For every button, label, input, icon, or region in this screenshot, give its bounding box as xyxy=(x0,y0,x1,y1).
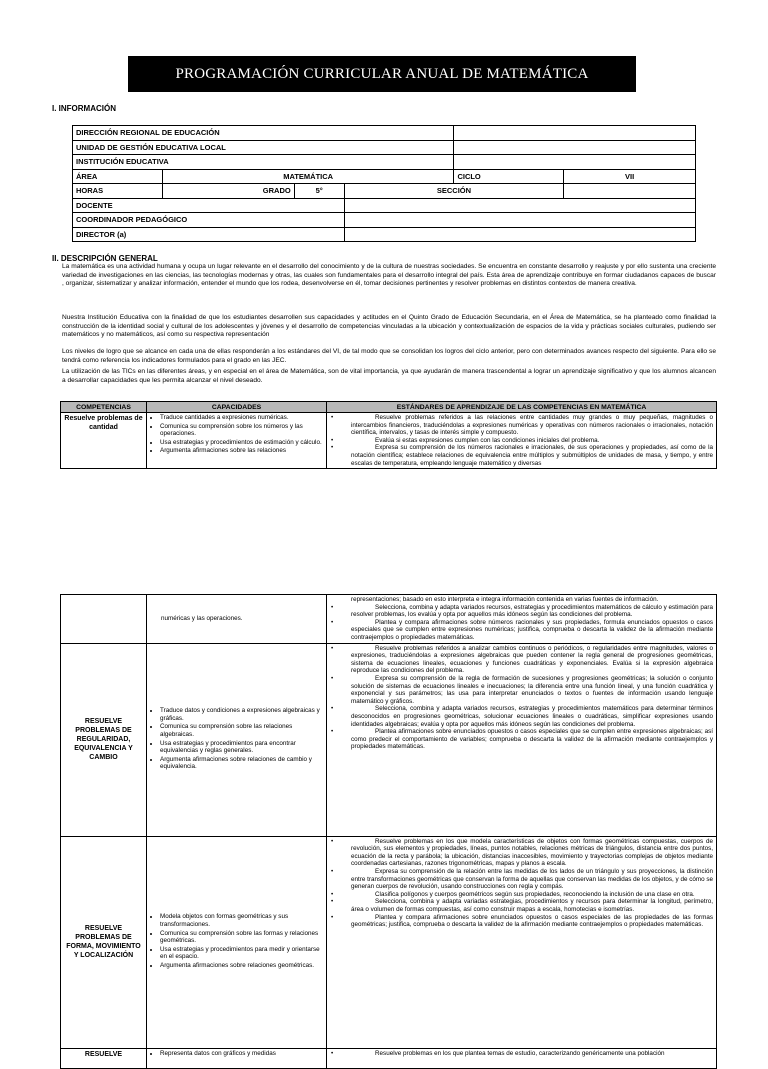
standard-item: • Plantea y compara afirmaciones sobre números racionales y sus propiedades, formula enunciados opuestos o casos especiales que se cumplen entre expresiones numéricas; justifica, comprueba o descarta la validez de la afirmación mediante contraejemplos o propiedades matemáticas. xyxy=(351,619,713,642)
info-label-ciclo: CICLO xyxy=(454,169,564,184)
section-heading-descripcion: II. DESCRIPCIÓN GENERAL xyxy=(52,254,158,263)
info-row-dre xyxy=(73,126,696,141)
competency-name: RESUELVE PROBLEMAS DE FORMA, MOVIMIENTO Y LOCALIZACIÓN xyxy=(61,836,147,1048)
info-value-ugel xyxy=(454,140,696,155)
info-value-coordinador xyxy=(344,213,695,228)
capacity-item: • Comunica su comprensión sobre las formas y relaciones geométricas. xyxy=(160,930,323,945)
standards-cell xyxy=(327,413,717,469)
capacities-cell xyxy=(147,413,327,469)
standard-item: • Plantea afirmaciones sobre enunciados opuestos o casos especiales que se cumplen entre expresiones algebraicas; así como predecir el comportamiento de variables; comprueba o descarta la validez de la afirmación mediante contraejemplos y propiedades matemáticas. xyxy=(351,728,713,751)
standard-continuation: representaciones; basado en esto interpreta e integra información contenida en varias fuentes de información. xyxy=(351,596,659,603)
info-value-ciclo: VII xyxy=(564,169,696,184)
table-row xyxy=(61,643,717,836)
capacity-item: • Modela objetos con formas geométricas y sus transformaciones. xyxy=(160,913,323,928)
table-row xyxy=(61,595,717,644)
capacity-item: • Comunica su comprensión sobre los números y las operaciones. xyxy=(160,423,323,438)
capacity-item: • Usa estrategias y procedimientos para encontrar equivalencias y reglas generales. xyxy=(160,740,323,755)
standard-item: • Selecciona, combina y adapta variados recursos, estrategias y procedimientos matemáticos de cálculo y estimación para resolver problemas, los evalúa y opta por aquellos más idóneos según las condiciones del problema. xyxy=(351,604,713,619)
capacity-item: • Comunica su comprensión sobre las relaciones algebraicas. xyxy=(160,723,323,738)
table-row xyxy=(61,836,717,1048)
info-value-director xyxy=(344,227,695,242)
standards-cell xyxy=(327,1048,717,1068)
info-row-coordinador xyxy=(73,213,696,228)
standard-item: • Resuelve problemas referidos a analizar cambios continuos o periódicos, o regularidades entre magnitudes, valores o expresiones, traduciéndolas a expresiones algebraicas que pueden contener la regla general de progresiones geométricas, sistema de ecuaciones lineales, ecuaciones y funciones cuadráticas y exponenciales. Evalúa si la expresión algebraica reproduce las condiciones del problema. xyxy=(351,645,713,675)
info-label-director: DIRECTOR (a) xyxy=(73,227,345,242)
info-row-ie xyxy=(73,155,696,170)
info-value-seccion xyxy=(564,184,696,199)
capacity-item: • Usa estrategias y procedimientos de estimación y cálculo. xyxy=(160,439,323,447)
standard-item: • Expresa su comprensión de la relación entre las medidas de los lados de un triángulo y sus proyecciones, la distinción entre transformaciones geométricas que conservan la forma de aquellas que conservan las medidas de los objetos, y de cómo se generan cuerpos de revolución, usando construcciones con regla y compás. xyxy=(351,868,713,891)
info-row-area xyxy=(73,169,696,184)
standard-item: • Evalúa si estas expresiones cumplen con las condiciones iniciales del problema. xyxy=(351,437,713,445)
capacity-continuation: numéricas y las operaciones. xyxy=(147,595,327,644)
standards-cell xyxy=(327,643,717,836)
header-estandares: ESTÁNDARES DE APRENDIZAJE DE LAS COMPETENCIAS EN MATEMÁTICA xyxy=(327,402,717,413)
table-row xyxy=(61,1048,717,1068)
standard-item: • Selecciona, combina y adapta variadas estrategias, procedimientos y recursos para determinar la longitud, perímetro, área o volumen de formas compuestas, así como construir mapas a escala, homotecias e isometrías. xyxy=(351,898,713,913)
capacity-item: • Argumenta afirmaciones sobre relaciones de cambio y equivalencia. xyxy=(160,756,323,771)
description-paragraph-4: La utilización de las TICs en las diferentes áreas, y en especial en el área de Matemática, son de vital importancia, ya que ayudarán de manera trascendental a lograr un aprendizaje significativo y que los alumnos alcancen a desarrollar capacidades que les permita alcanzar el nivel deseado. xyxy=(62,368,716,384)
info-label-dre: DIRECCIÓN REGIONAL DE EDUCACIÓN xyxy=(73,126,454,141)
competency-name: RESUELVE xyxy=(61,1048,147,1068)
standards-cell xyxy=(327,595,717,644)
info-label-seccion: SECCIÓN xyxy=(344,184,564,199)
info-label-coordinador: COORDINADOR PEDAGÓGICO xyxy=(73,213,345,228)
info-value-dre xyxy=(454,126,696,141)
standard-item: • Resuelve problemas referidos a las relaciones entre cantidades muy grandes o muy pequeñas, magnitudes o intercambios financieros, traduciéndolas a expresiones numéricas y operativas con números racionales o irracionales, notación científica, intervalos, y tasas de interés simple y compuesto. xyxy=(351,414,713,437)
competency-name-empty xyxy=(61,595,147,644)
info-value-grado: 5° xyxy=(294,184,344,199)
capacity-item: • Traduce datos y condiciones a expresiones algebraicas y gráficas. xyxy=(160,707,323,722)
section-heading-informacion: I. INFORMACIÓN xyxy=(52,104,116,113)
header-competencias: COMPETENCIAS xyxy=(61,402,147,413)
info-row-ugel xyxy=(73,140,696,155)
capacity-item: • Traduce cantidades a expresiones numéricas. xyxy=(160,414,323,422)
info-value-docente xyxy=(344,198,695,213)
standard-item: • Expresa su comprensión de la regla de formación de sucesiones y progresiones geométricas; la solución o conjunto solución de sistemas de ecuaciones lineales e inecuaciones; la diferencia entre una función lineal, y una función cuadrática y exponencial y sus parámetros; las usa para interpretar enunciados o textos o fuentes de información usando lenguaje matemático y gráficos. xyxy=(351,675,713,705)
info-label-docente: DOCENTE xyxy=(73,198,345,213)
info-row-director xyxy=(73,227,696,242)
standard-item: • Resuelve problemas en los que plantea temas de estudio, caracterizando genéricamente una población xyxy=(351,1050,713,1058)
capacities-cell xyxy=(147,836,327,1048)
header-capacidades: CAPACIDADES xyxy=(147,402,327,413)
info-table xyxy=(72,125,696,242)
description-paragraph-3: Los niveles de logro que se alcance en cada una de ellas responderán a los estándares del VI, de tal modo que se consolidan los logros del ciclo anterior, pero con determinados avances respecto del siguiente. Para ello se tendrá como referencia los indicadores formulados para el grado en las JEC. xyxy=(62,348,716,364)
info-label-ie: INSTITUCIÓN EDUCATIVA xyxy=(73,155,454,170)
competency-table-page1 xyxy=(60,401,717,469)
description-paragraph-2: Nuestra Institución Educativa con la finalidad de que los estudiantes desarrollen sus capacidades y actitudes en el Quinto Grado de Educación Secundaria, en el Área de Matemática, se ha planteado como finalidad la construcción de la identidad social y cultural de los adolescentes y jóvenes y el desarrollo de competencias vinculadas a la ubicación y contextualización de espacios de la vida y prácticas sociales culturales, pudiendo ser matemáticos y no matemáticos, así como su respectiva representación xyxy=(62,314,716,339)
standard-item: • Selecciona, combina y adapta variados recursos, estrategias y procedimientos matemáticos para determinar términos desconocidos en progresiones geométricas, solucionar ecuaciones lineales o cuadráticas, simplificar expresiones usando identidades algebraicas; evalúa y opta por aquellos más idóneos según las condiciones del problema. xyxy=(351,705,713,728)
info-label-ugel: UNIDAD DE GESTIÓN EDUCATIVA LOCAL xyxy=(73,140,454,155)
info-row-horas xyxy=(73,184,696,199)
info-label-horas: HORAS xyxy=(73,184,163,199)
standard-item: • Clasifica polígonos y cuerpos geométricos según sus propiedades, reconociendo la inclusión de una clase en otra. xyxy=(351,891,713,899)
info-value-ie xyxy=(454,155,696,170)
capacities-cell xyxy=(147,643,327,836)
standard-item: • Resuelve problemas en los que modela características de objetos con formas geométricas compuestas, cuerpos de revolución, sus elementos y propiedades, líneas, puntos notables, relaciones métricas de triángulos, distancia entre dos puntos, ecuación de la recta y parábola; la ubicación, distancias inaccesibles, movimiento y trayectorias complejas de objetos mediante coordenadas cartesianas, razones trigonométricas, mapas y planos a escala. xyxy=(351,838,713,868)
info-label-area: ÁREA xyxy=(73,169,163,184)
capacity-item: • Representa datos con gráficos y medidas xyxy=(160,1050,323,1058)
capacity-item: • Argumenta afirmaciones sobre las relaciones xyxy=(160,447,323,455)
capacities-cell xyxy=(147,1048,327,1068)
info-row-docente xyxy=(73,198,696,213)
table-row xyxy=(61,413,717,469)
capacity-item: • Argumenta afirmaciones sobre relaciones geométricas. xyxy=(160,962,323,970)
competency-name: RESUELVE PROBLEMAS DE REGULARIDAD, EQUIVALENCIA Y CAMBIO xyxy=(61,643,147,836)
competency-name: Resuelve problemas de cantidad xyxy=(61,413,147,469)
info-value-area: MATEMÁTICA xyxy=(162,169,454,184)
info-label-grado: GRADO xyxy=(162,184,294,199)
document-title: PROGRAMACIÓN CURRICULAR ANUAL DE MATEMÁTICA xyxy=(128,56,636,92)
competency-table-header xyxy=(61,402,717,413)
description-paragraph-1: La matemática es una actividad humana y ocupa un lugar relevante en el desarrollo del conocimiento y de la cultura de nuestras sociedades. Se encuentra en constante desarrollo y reajuste y por ello sustenta una creciente variedad de investigaciones en las ciencias, las tecnologías modernas y otras, las cuales son fundamentales para el desarrollo integral del país. Esta área de aprendizaje contribuye en formar ciudadanos capaces de buscar , organizar, sistematizar y analizar información, entender el mundo que los rodea, desenvolverse en él, tomar decisiones pertinentes y resolver problemas en distintos contextos de manera creativa. xyxy=(62,263,716,288)
standard-item: • Plantea y compara afirmaciones sobre enunciados opuestos o casos especiales de las propiedades de las formas geométricas; justifica, comprueba o descarta la validez de la afirmación mediante contraejemplos o propiedades matemáticas. xyxy=(351,914,713,929)
competency-table-page2 xyxy=(60,594,717,1069)
capacity-item: • Usa estrategias y procedimientos para medir y orientarse en el espacio. xyxy=(160,946,323,961)
standard-item: • Expresa su comprensión de los números racionales e irracionales, de sus operaciones y propiedades, así como de la notación científica; establece relaciones de equivalencia entre múltiplos y submúltiplos de unidades de masa, y tiempo, y entre escalas de temperatura, empleando lenguaje matemático y diversas xyxy=(351,444,713,467)
standards-cell xyxy=(327,836,717,1048)
